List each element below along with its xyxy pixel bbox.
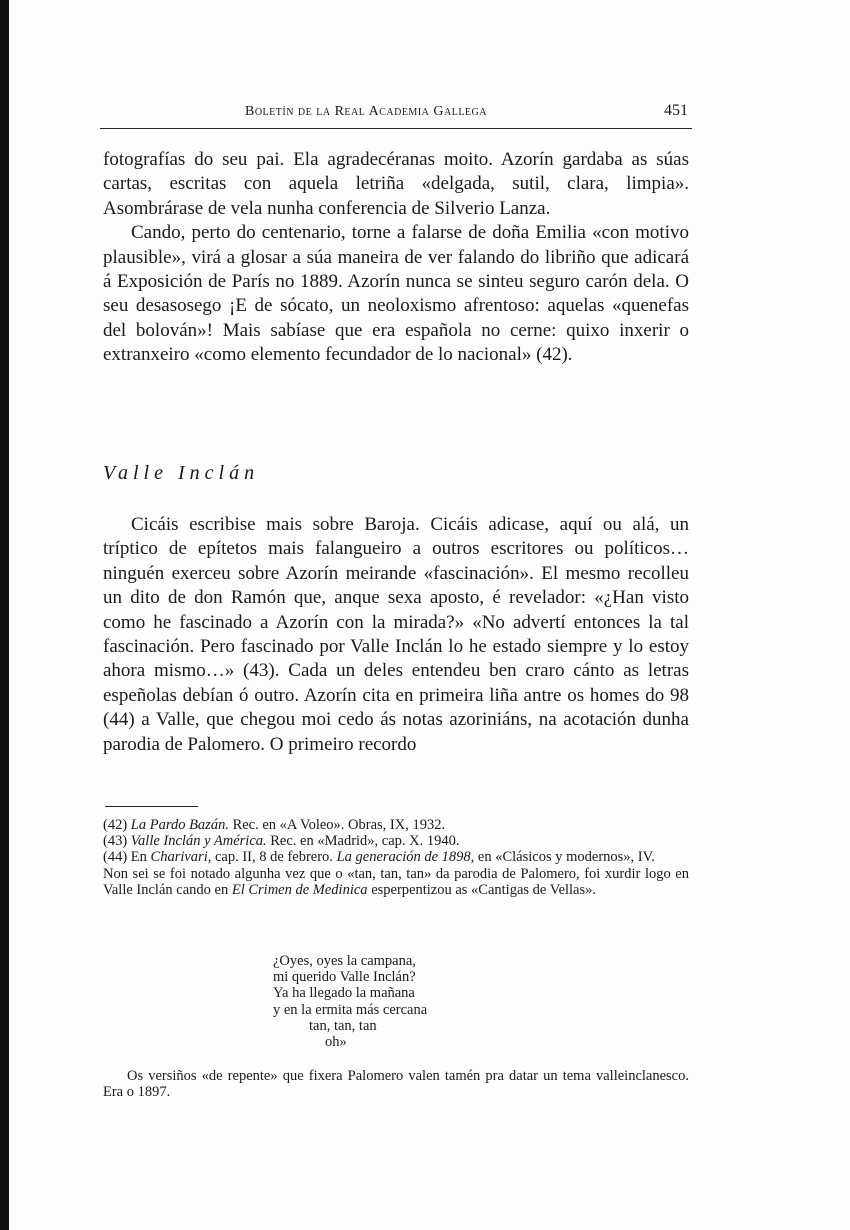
verse-quote <box>273 953 593 1050</box>
footnote-marker: (43) <box>103 833 128 850</box>
footnote-44 <box>103 849 689 865</box>
footnote-marker: (42) <box>103 817 128 833</box>
footnote-text: cap. II, 8 de febrero. <box>211 849 337 866</box>
footnote-text: Non sei se foi notado algunha vez que o «tan, tan, tan» da parodia de Palomero, foi xurdir logo en Valle Inclán cando en <box>103 865 689 898</box>
verse-line: mi querido Valle Inclán? <box>273 969 416 986</box>
footnote-closing <box>103 1068 689 1100</box>
footnotes <box>103 817 689 898</box>
footnote-text: en «Clásicos y modernos», IV. <box>474 849 655 866</box>
footnote-work-title: Valle Inclán y América. <box>130 833 267 850</box>
paragraph-1: fotografías do seu pai. Ela agradecéranas moito. Azorín gardaba as súas cartas, escritas con aquela letriña «delgada, sutil, clara, limpia». Asombrárase de vela nunha conferencia de Silverio Lanza. <box>103 149 689 219</box>
journal-title: Boletín de la Real Academia Gallega <box>245 104 487 119</box>
footnote-work-title: La generación de 1898, <box>336 849 475 866</box>
section-text <box>103 513 689 757</box>
page-scan-edge <box>0 0 9 1230</box>
footnote-closing-text: Os versiños «de repente» que fixera Palomero valen tamén pra datar un tema valleinclanesco. Era o 1897. <box>103 1068 689 1101</box>
footnote-42 <box>103 817 689 833</box>
footnote-work-title: Charivari, <box>150 849 212 866</box>
verse-line: y en la ermita más cercana <box>273 1001 428 1018</box>
page-number: 451 <box>664 102 688 119</box>
footnote-43 <box>103 833 689 849</box>
footnote-marker: (44) <box>103 849 128 866</box>
footnote-text: esperpentizou as «Cantigas de Vellas». <box>367 881 597 898</box>
footnote-text: Rec. en «A Voleo». Obras, IX, 1932. <box>228 817 446 833</box>
footnote-work-title: El Crimen de Medinica <box>231 881 368 898</box>
verse-line: oh» <box>325 1034 347 1051</box>
running-header <box>100 100 692 129</box>
verse-line: ¿Oyes, oyes la campana, <box>273 953 416 969</box>
verse-line: tan, tan, tan <box>309 1017 377 1034</box>
verse-line: Ya ha llegado la mañana <box>273 985 415 1002</box>
footnote-text: En <box>130 849 151 866</box>
footnote-continuation <box>103 866 689 898</box>
main-text <box>103 148 689 368</box>
footnote-divider <box>105 806 198 807</box>
footnote-work-title: La Pardo Bazán. <box>130 817 229 833</box>
footnote-text: Rec. en «Madrid», cap. X. 1940. <box>266 833 460 850</box>
paragraph-3: Cicáis escribise mais sobre Baroja. Cicáis adicase, aquí ou alá, un tríptico de epítetos mais falangueiro a outros escritores ou políticos… ninguén exerceu sobre Azorín meirande «fascinación». El mesmo recolleu un dito de don Ramón que, anque sexa aposto, é revelador: «¿Han visto como he fascinado a Azorín con la mirada?» «No advertí entonces la tal fascinación. Pero fascinado por Valle Inclán lo he estado siempre y lo estoy ahora mismo…» (43). Cada un deles entendeu ben craro cánto as letras espeñolas debían ó outro. Azorín cita en primeira liña antre os homes do 98 (44) a Valle, que chegou moi cedo ás notas azoriniáns, na acotación dunha parodia de Palomero. O primeiro recordo <box>103 514 689 755</box>
paragraph-2: Cando, perto do centenario, torne a falarse de doña Emilia «con motivo plausible», virá a glosar a súa maneira de ver falando do libriño que adicará á Exposición de París no 1889. Azorín nunca se sinteu seguro carón dela. O seu desasosego ¡E de sócato, un neoloxismo afrentoso: aquelas «quenefas del bolován»! Mais sabíase que era española no cerne: quixo inxerir o extranxeiro «como elemento fecundador de lo nacional» (42). <box>103 222 689 366</box>
section-heading: Valle Inclán <box>103 462 260 484</box>
